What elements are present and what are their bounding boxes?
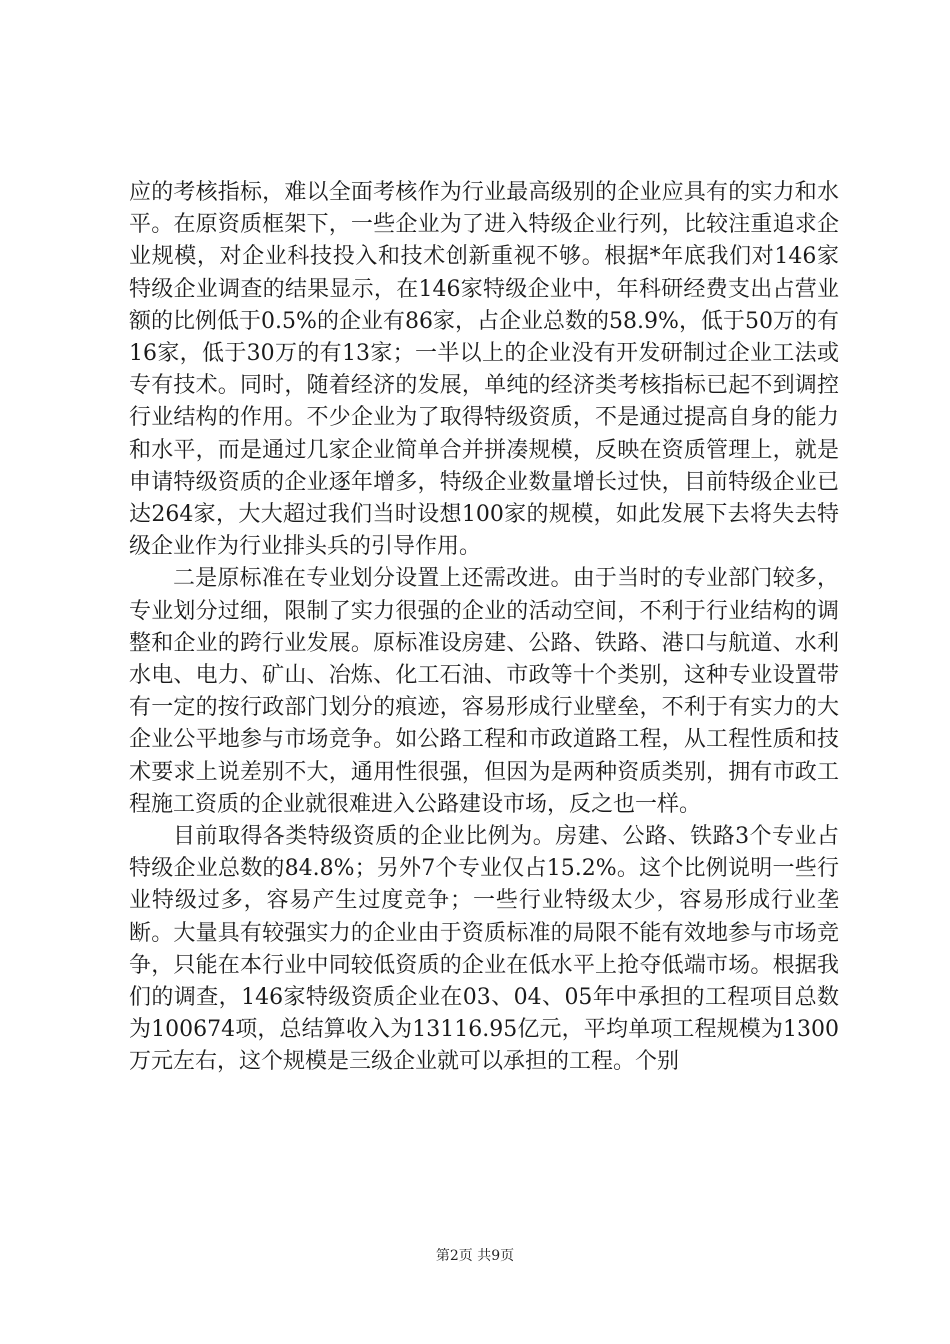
body-text: [129, 177, 839, 1079]
paragraph-2: 二是原标准在专业划分设置上还需改进。由于当时的专业部门较多，专业划分过细，限制了实力很强的企业的活动空间，不利于行业结构的调整和企业的跨行业发展。原标准设房建、公路、铁路、港口与航道、水利水电、电力、矿山、冶炼、化工石油、市政等十个类别，这种专业设置带有一定的按行政部门划分的痕迹，容易形成行业壁垒，不利于有实力的大企业公平地参与市场竞争。如公路工程和市政道路工程，从工程性质和技术要求上说差别不大，通用性很强，但因为是两种资质类别，拥有市政工程施工资质的企业就很难进入公路建设市场，反之也一样。: [129, 566, 839, 817]
paragraph-1: 应的考核指标，难以全面考核作为行业最高级别的企业应具有的实力和水平。在原资质框架下，一些企业为了进入特级企业行列，比较注重追求企业规模，对企业科技投入和技术创新重视不够。根据*年底我们对146家特级企业调查的结果显示，在146家特级企业中，年科研经费支出占营业额的比例低于0.5%的企业有86家，占企业总数的58.9%，低于50万的有16家，低于30万的有13家；一半以上的企业没有开发研制过企业工法或专有技术。同时，随着经济的发展，单纯的经济类考核指标已起不到调控行业结构的作用。不少企业为了取得特级资质，不是通过提高自身的能力和水平，而是通过几家企业简单合并拼凑规模，反映在资质管理上，就是申请特级资质的企业逐年增多，特级企业数量增长过快，目前特级企业已达264家，大大超过我们当时设想100家的规模，如此发展下去将失去特级企业作为行业排头兵的引导作用。: [129, 180, 839, 560]
page-footer: 第2页 共9页: [435, 1248, 515, 1264]
paragraph-3: 目前取得各类特级资质的企业比例为。房建、公路、铁路3个专业占特级企业总数的84.8%；另外7个专业仅占15.2%。这个比例说明一些行业特级过多，容易产生过度竞争；一些行业特级太少，容易形成行业垄断。大量具有较强实力的企业由于资质标准的局限不能有效地参与市场竞争，只能在本行业中同较低资质的企业在低水平上抢夺低端市场。根据我们的调查，146家特级资质企业在03、04、05年中承担的工程项目总数为100674项，总结算收入为13116.95亿元，平均单项工程规模为1300万元左右，这个规模是三级企业就可以承担的工程。个别: [129, 824, 839, 1075]
